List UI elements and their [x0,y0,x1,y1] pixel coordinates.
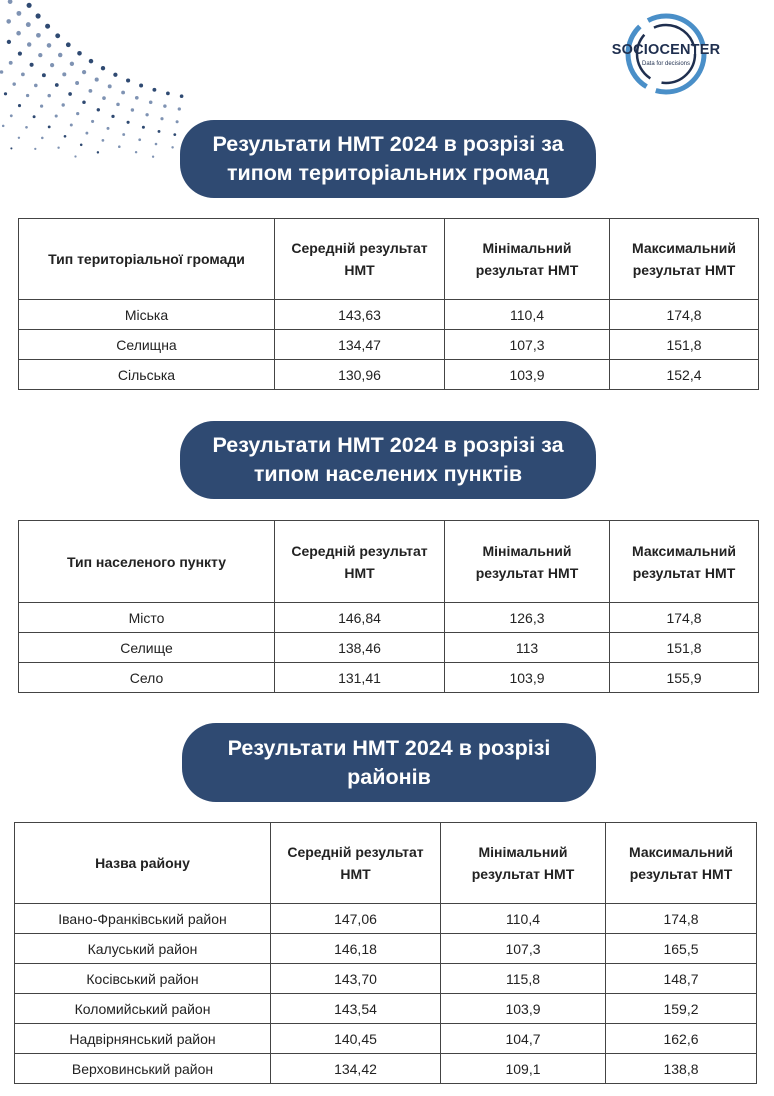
decorative-dot [30,63,34,67]
cell: Калуський район [15,934,271,964]
table-row [19,633,759,663]
decorative-dot [47,94,51,98]
decorative-dot [74,155,76,157]
cell: 155,9 [610,663,759,693]
section-title-line: Результати НМТ 2024 в розрізі за [212,433,564,457]
decorative-dot [47,43,52,48]
decorative-dot [135,96,139,100]
cell: Надвірнянський район [15,1024,271,1054]
cell: 147,06 [271,904,441,934]
decorative-dot [89,59,94,64]
cell: 103,9 [441,994,606,1024]
decorative-dot [62,103,65,106]
cell: 146,18 [271,934,441,964]
decorative-dot [163,104,166,107]
cell: 107,3 [445,330,610,360]
table-row [15,994,757,1024]
cell: 146,84 [275,603,445,633]
column-header: Назва району [15,823,271,904]
cell: 103,9 [445,663,610,693]
decorative-dot [77,51,82,56]
decorative-dot [116,103,120,107]
decorative-dot [102,139,105,142]
decorative-dot [62,72,66,76]
decorative-dot [10,114,13,117]
decorative-dot [18,104,21,107]
cell: Коломийський район [15,994,271,1024]
decorative-dot [176,120,179,123]
cell: 148,7 [606,964,757,994]
cell: Селищна [19,330,275,360]
cell: 162,6 [606,1024,757,1054]
table-settlements [18,520,759,693]
decorative-dot [8,0,13,4]
cell: 134,47 [275,330,445,360]
decorative-dot [55,114,58,117]
decorative-dot [135,151,137,153]
table-row [15,964,757,994]
decorative-dot [2,125,5,128]
cell: 143,63 [275,300,445,330]
cell: 104,7 [441,1024,606,1054]
decorative-dot [173,133,176,136]
decorative-dot [91,120,94,123]
cell: 103,9 [445,360,610,390]
section-title-communities [180,120,596,198]
decorative-dot [152,88,156,92]
cell: Міська [19,300,275,330]
cell: 174,8 [606,904,757,934]
table-districts [14,822,757,1084]
table-row [15,1054,757,1084]
decorative-dot [38,53,42,57]
decorative-dot [27,42,31,46]
cell: Верховинський район [15,1054,271,1084]
cell: 143,54 [271,994,441,1024]
cell: Косівський район [15,964,271,994]
decorative-dot [76,112,79,115]
decorative-dot [118,145,121,148]
decorative-dot [80,144,83,147]
table-row [19,663,759,693]
decorative-dot [97,108,100,111]
decorative-dot [70,124,73,127]
decorative-dot [82,70,86,74]
sociocenter-logo [608,12,724,102]
section-title-districts [182,723,596,802]
decorative-dot [16,11,21,16]
table-row [19,360,759,390]
decorative-dot [25,126,28,129]
cell: 159,2 [606,994,757,1024]
cell: 130,96 [275,360,445,390]
decorative-dot [9,61,13,65]
cell: 151,8 [610,330,759,360]
cell: 138,8 [606,1054,757,1084]
decorative-dot [50,63,54,67]
decorative-dot [41,137,44,140]
decorative-dot [107,127,110,130]
section-title-line: районів [347,764,431,789]
table-row [19,603,759,633]
decorative-dot [18,52,22,56]
cell: 113 [445,633,610,663]
decorative-dot [126,78,130,82]
table-row [15,1024,757,1054]
column-header: Мінімальний результат НМТ [445,521,610,603]
decorative-dot [75,81,79,85]
decorative-dot [82,101,86,105]
decorative-dot [166,92,170,96]
section-title-line: типом територіальних громад [227,161,549,185]
decorative-dot [55,83,59,87]
decorative-dot [4,92,7,95]
cell: 107,3 [441,934,606,964]
decorative-dot [89,89,93,93]
decorative-dot [55,33,60,38]
table-row [19,300,759,330]
decorative-dot [48,125,51,128]
decorative-dot [42,73,46,77]
decorative-dot [178,107,181,110]
cell: 151,8 [610,633,759,663]
decorative-dot [66,42,71,47]
cell: 165,5 [606,934,757,964]
decorative-dot [45,24,50,29]
decorative-dot [97,151,99,153]
decorative-dot [85,132,88,135]
cell: 138,46 [275,633,445,663]
decorative-dot [131,108,134,111]
decorative-dot [111,115,114,118]
decorative-dot [36,33,41,38]
logo-name: SOCIOCENTER [611,42,721,58]
cell: 152,4 [610,360,759,390]
decorative-dot [7,40,11,44]
column-header: Мінімальний результат НМТ [445,219,610,300]
column-header: Максимальний результат НМТ [610,521,759,603]
decorative-dot [70,62,74,66]
decorative-dot [171,146,173,148]
cell: 174,8 [610,300,759,330]
decorative-dot [101,66,105,70]
decorative-dot [34,84,38,88]
column-header: Тип територіальної громади [19,219,275,300]
decorative-dot [26,22,31,27]
cell: Селище [19,633,275,663]
cell: Сільська [19,360,275,390]
decorative-dot [27,3,32,8]
cell: 110,4 [445,300,610,330]
column-header: Максимальний результат НМТ [610,219,759,300]
section-title-settlements [180,421,596,499]
decorative-dot [16,31,21,36]
decorative-dot [108,84,112,88]
decorative-dot [40,104,43,107]
decorative-dot [145,113,148,116]
cell: 174,8 [610,603,759,633]
section-title-line: Результати НМТ 2024 в розрізі за [212,132,564,156]
decorative-dot [64,135,67,138]
cell: 143,70 [271,964,441,994]
column-header: Мінімальний результат НМТ [441,823,606,904]
column-header: Тип населеного пункту [19,521,275,603]
table-row [15,904,757,934]
cell: 131,41 [275,663,445,693]
decorative-dot [158,130,161,133]
decorative-dot [152,156,154,158]
cell: 140,45 [271,1024,441,1054]
cell: 126,3 [445,603,610,633]
table-row [15,934,757,964]
column-header: Середній результат НМТ [271,823,441,904]
column-header: Середній результат НМТ [275,219,445,300]
decorative-dot [12,82,15,85]
decorative-dot [68,92,72,96]
decorative-dot [127,121,130,124]
decorative-dot [155,143,158,146]
decorative-dot [0,70,3,74]
decorative-dot [21,73,25,77]
cell: Місто [19,603,275,633]
decorative-dot [138,138,141,141]
cell: Івано-Франківський район [15,904,271,934]
decorative-dot [113,73,117,77]
decorative-dot [26,94,29,97]
cell: Село [19,663,275,693]
cell: 110,4 [441,904,606,934]
section-title-line: типом населених пунктів [253,462,523,486]
section-title-line: Результати НМТ 2024 в розрізі [227,735,551,760]
decorative-dot [95,78,99,82]
decorative-dot [142,126,145,129]
column-header: Середній результат НМТ [275,521,445,603]
decorative-dot [57,147,59,149]
decorative-dot [36,13,41,18]
decorative-dot [160,117,163,120]
decorative-dot [58,53,62,57]
cell: 115,8 [441,964,606,994]
decorative-dot [139,84,143,88]
logo-tagline: Data for decisions [641,61,691,67]
decorative-dot [33,115,36,118]
decorative-dot [102,96,106,100]
decorative-dot [180,94,184,98]
column-header: Максимальний результат НМТ [606,823,757,904]
table-communities [18,218,759,390]
decorative-dot [121,91,125,95]
decorative-dot [34,148,36,150]
decorative-dot [122,133,125,136]
cell: 109,1 [441,1054,606,1084]
table-row [19,330,759,360]
decorative-dot [10,147,12,149]
decorative-dot [18,137,20,139]
decorative-dot [149,101,153,105]
cell: 134,42 [271,1054,441,1084]
decorative-dot [6,19,11,24]
